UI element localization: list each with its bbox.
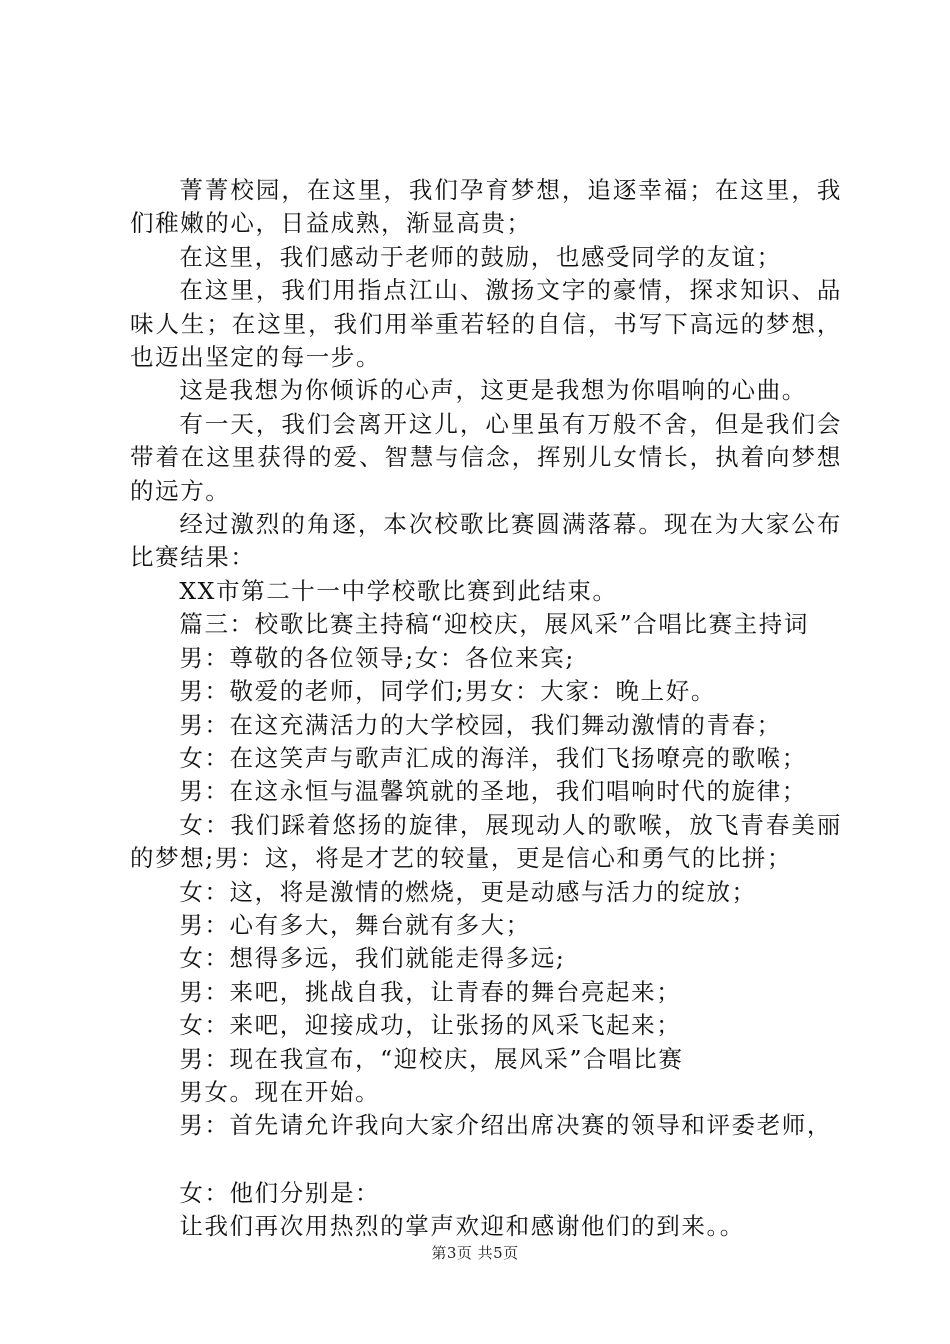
paragraph: 在这里，我们用指点江山、激扬文字的豪情，探求知识、品味人生；在这里，我们用举重若轻的自信，书写下高远的梦想，也迈出坚定的每一步。 xyxy=(130,276,842,372)
paragraph: 女：想得多远，我们就能走得多远; xyxy=(179,944,566,973)
paragraph: 这是我想为你倾诉的心声，这更是我想为你唱响的心曲。 xyxy=(179,376,807,405)
paragraph: 男女。现在开始。 xyxy=(179,1077,381,1106)
paragraph: XX市第二十一中学校歌比赛到此结束。 xyxy=(179,576,618,605)
paragraph: 在这里，我们感动于老师的鼓励，也感受同学的友谊； xyxy=(179,242,782,271)
paragraph: 男：首先请允许我向大家介绍出席决赛的领导和评委老师， xyxy=(179,1111,832,1140)
paragraph: 菁菁校园，在这里，我们孕育梦想，追逐幸福；在这里，我们稚嫩的心，日益成熟，渐显高贵； xyxy=(130,176,842,238)
paragraph: 女：在这笑声与歌声汇成的海洋，我们飞扬嘹亮的歌喉； xyxy=(179,743,807,772)
paragraph: 男：尊敬的各位领导;女：各位来宾; xyxy=(179,643,575,672)
paragraph: 有一天，我们会离开这儿，心里虽有万般不舍，但是我们会带着在这里获得的爱、智慧与信念，挥别儿女情长，执着向梦想的远方。 xyxy=(130,409,842,505)
paragraph: 男：心有多大，舞台就有多大； xyxy=(179,910,531,939)
page-number-footer: 第3页 共5页 xyxy=(431,1244,519,1262)
paragraph: 男：在这充满活力的大学校园，我们舞动激情的青春； xyxy=(179,710,782,739)
section-heading: 篇三：校歌比赛主持稿“迎校庆，展风采”合唱比赛主持词 xyxy=(179,610,809,639)
paragraph: 经过激烈的角逐，本次校歌比赛圆满落幕。现在为大家公布比赛结果： xyxy=(130,510,842,572)
paragraph: 男：现在我宣布，“迎校庆，展风采”合唱比赛 xyxy=(179,1044,684,1073)
paragraph: 男：来吧，挑战自我，让青春的舞台亮起来； xyxy=(179,977,682,1006)
paragraph: 女：来吧，迎接成功，让张扬的风采飞起来； xyxy=(179,1011,682,1040)
paragraph: 女：我们踩着悠扬的旋律，展现动人的歌喉，放飞青春美丽的梦想;男：这，将是才艺的较量，更是信心和勇气的比拼； xyxy=(130,810,842,873)
document-body xyxy=(130,174,842,1244)
paragraph: 男：在这永恒与温馨筑就的圣地，我们唱响时代的旋律； xyxy=(179,777,807,806)
paragraph: 让我们再次用热烈的掌声欢迎和感谢他们的到来。。 xyxy=(179,1212,745,1241)
blank-line xyxy=(130,1143,842,1177)
paragraph: 女：他们分别是： xyxy=(179,1178,381,1207)
paragraph: 男：敬爱的老师，同学们;男女：大家：晚上好。 xyxy=(179,677,716,706)
paragraph: 女：这，将是激情的燃烧，更是动感与活力的绽放； xyxy=(179,877,757,906)
